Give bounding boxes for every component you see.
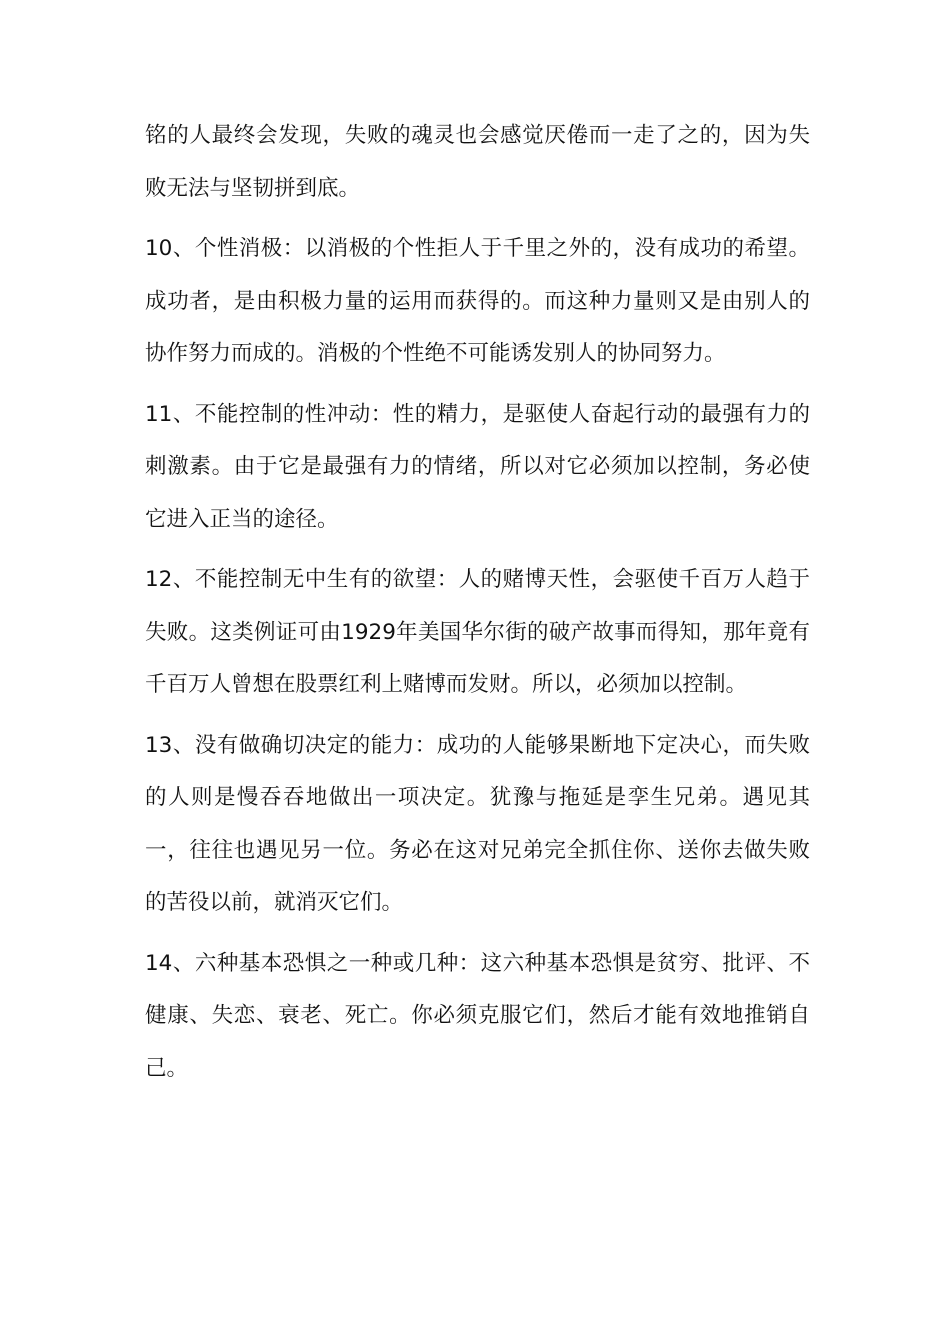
paragraph-item-10: 10、个性消极：以消极的个性拒人于千里之外的，没有成功的希望。成功者，是由积极力量的运用而获得的。而这种力量则又是由别人的协作努力而成的。消极的个性绝不可能诱发别人的协同努力。 (145, 236, 810, 366)
paragraph-item-12: 12、不能控制无中生有的欲望：人的赌博天性，会驱使千百万人趋于失败。这类例证可由1929年美国华尔街的破产故事而得知，那年竟有千百万人曾想在股票红利上赌博而发财。所以，必须加以控制。 (145, 567, 810, 697)
paragraph-item-14: 14、六种基本恐惧之一种或几种：这六种基本恐惧是贫穷、批评、不健康、失恋、衰老、死亡。你必须克服它们，然后才能有效地推销自己。 (145, 950, 810, 1081)
paragraph-item-13: 13、没有做确切决定的能力：成功的人能够果断地下定决心，而失败的人则是慢吞吞地做出一项决定。犹豫与拖延是孪生兄弟。遇见其一，往往也遇见另一位。务必在这对兄弟完全抓住你、送你去做失败的苦役以前，就消灭它们。 (145, 732, 810, 915)
paragraph-continuation: 铭的人最终会发现，失败的魂灵也会感觉厌倦而一走了之的，因为失败无法与坚韧拼到底。 (145, 123, 810, 201)
paragraph-item-11: 11、不能控制的性冲动：性的精力，是驱使人奋起行动的最强有力的刺激素。由于它是最强有力的情绪，所以对它必须加以控制，务必使它进入正当的途径。 (145, 401, 810, 532)
document-body (145, 110, 810, 1095)
